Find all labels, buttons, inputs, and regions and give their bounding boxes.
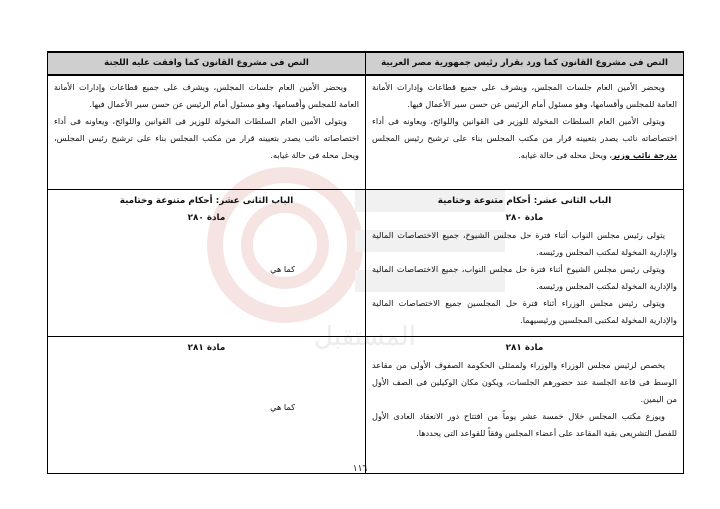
paragraph: ويتولى الأمين العام السلطات المخولة للوزير فى القوانين واللوائح، ويعاونه فى أداء اختصاصاته نائب يصدر بتعيينه قرار من مكتب المجلس بناء على ترشيح رئيس المجلس، ويحل محله فى حالة غيابه. bbox=[54, 116, 359, 160]
table-row bbox=[48, 337, 684, 474]
as-is-note: كما هي bbox=[270, 402, 295, 412]
paragraph: يتولى رئيس مجلس النواب أثناء فترة حل مجلس الشيوخ، جميع الاختصاصات المالية والإدارية المخولة لمكتب المجلس ورئيسه. bbox=[372, 230, 677, 257]
amended-phrase: بدرجة نائب وزير bbox=[612, 150, 677, 160]
header-row bbox=[48, 52, 684, 75]
page-number: ١١٦ bbox=[352, 464, 368, 474]
watermark-text: المستقبل bbox=[314, 322, 416, 352]
article-title: مادة ٢٨١ bbox=[505, 343, 544, 353]
section-title: الباب الثانى عشر: أحكام متنوعة وختامية bbox=[119, 196, 294, 206]
paragraph: ويحضر الأمين العام جلسات المجلس، ويشرف على جميع قطاعات وإدارات الأمانة العامة للمجلس وأقسامها، وهو مسئول أمام الرئيس عن حسن سير الأعمال فيها. bbox=[54, 82, 359, 109]
left-cell bbox=[48, 75, 366, 190]
text-fragment: ، ويحل محله فى حالة غيابه. bbox=[518, 150, 613, 160]
paragraph: ويتولى رئيس مجلس الشيوخ أثناء فترة حل مجلس النواب، جميع الاختصاصات المالية والإدارية المخولة لمكتب المجلس ورئيسه. bbox=[372, 264, 677, 291]
paragraph bbox=[372, 113, 677, 164]
left-column-header: النص فى مشروع القانون كما وافقت عليه اللجنة bbox=[48, 52, 366, 75]
right-cell bbox=[366, 190, 684, 337]
paragraph: ويتولى رئيس مجلس الوزراء أثناء فترة حل المجلسين جميع الاختصاصات المالية والإدارية المخولة لمكتبى المجلسين ورئيسيهما. bbox=[372, 298, 677, 325]
table-row bbox=[48, 75, 684, 190]
right-column-header: النص فى مشروع القانون كما ورد بقرار رئيس جمهورية مصر العربية bbox=[366, 52, 684, 75]
right-cell bbox=[366, 337, 684, 474]
left-cell bbox=[48, 337, 366, 474]
text-fragment: ويتولى الأمين العام السلطات المخولة للوزير فى القوانين واللوائح، ويعاونه فى أداء اختصاصاته نائب يصدر بتعيينه قرار من مكتب المجلس بناء على ترشيح رئيس المجلس bbox=[372, 116, 677, 143]
article-title: مادة ٢٨٠ bbox=[187, 213, 226, 223]
comparison-table bbox=[47, 51, 684, 474]
paragraph: ويوزع مكتب المجلس خلال خمسة عشر يوماً من افتتاح دور الانعقاد العادى الأول للفصل التشريعى بقية المقاعد على أعضاء المجلس وفقاً للقواعد التى يحددها. bbox=[372, 411, 677, 438]
article-title: مادة ٢٨٠ bbox=[505, 213, 544, 223]
paragraph: ويحضر الأمين العام جلسات المجلس، ويشرف على جميع قطاعات وإدارات الأمانة العامة للمجلس وأقسامها، وهو مسئول أمام الرئيس عن حسن سير الأعمال فيها. bbox=[372, 82, 677, 109]
paragraph: يخصص لرئيس مجلس الوزراء والوزراء ولممثلى الحكومة الصفوف الأولى من مقاعد الوسط فى قاعة الجلسة عند حضورهم الجلسات، ويكون مكان الوكيلين فى الصف الأول من اليمين. bbox=[372, 360, 677, 404]
table-row bbox=[48, 190, 684, 337]
article-title: مادة ٢٨١ bbox=[187, 343, 226, 353]
as-is-note: كما هي bbox=[270, 264, 295, 274]
right-cell bbox=[366, 75, 684, 190]
section-title: الباب الثانى عشر: أحكام متنوعة وختامية bbox=[437, 196, 612, 206]
left-cell bbox=[48, 190, 366, 337]
